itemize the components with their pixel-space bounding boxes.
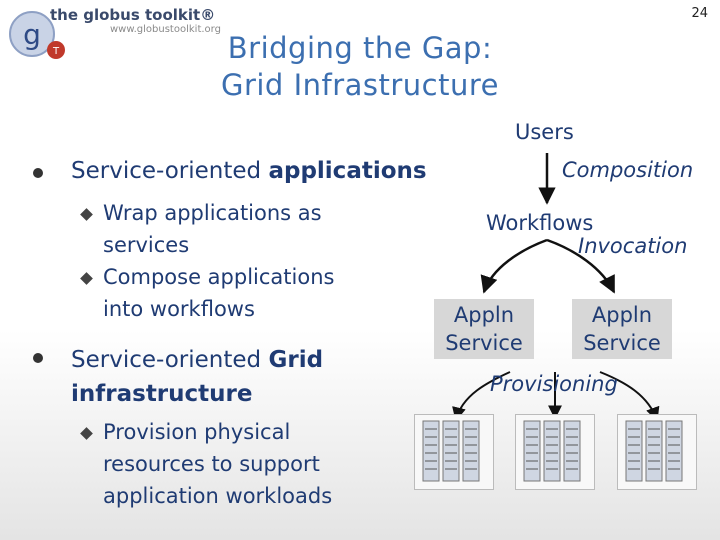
invocation-label: Invocation — [578, 234, 688, 258]
sub-bullet-2-1-line-2: resources to support — [103, 452, 320, 476]
workflows-to-left-service-arrow — [484, 240, 547, 292]
logo-url: www.globustoolkit.org — [110, 24, 221, 35]
service-right-line-2: Service — [583, 331, 661, 355]
svg-text:g: g — [23, 18, 41, 51]
server-rack-icon — [617, 414, 697, 490]
bullet-2-bold: Grid — [268, 347, 324, 373]
page-number: 24 — [691, 6, 708, 21]
service-right-line-1: Appln — [591, 303, 653, 327]
sub-bullet-2-1-line-3: application workloads — [103, 484, 333, 508]
service-left-line-2: Service — [445, 331, 523, 355]
logo-name: the globus toolkit® — [50, 6, 216, 24]
bullet-2-text: Service-oriented — [71, 347, 269, 373]
sub-bullet-1-2-line-1: Compose applications — [103, 265, 335, 289]
provisioning-label: Provisioning — [490, 372, 618, 396]
appln-service-left — [434, 299, 534, 359]
appln-service-right — [572, 299, 672, 359]
workflows-label: Workflows — [486, 211, 594, 235]
server-rack-icon — [414, 414, 494, 490]
composition-label: Composition — [562, 158, 694, 182]
sub-bullet-1-1-line-2: services — [103, 233, 190, 257]
users-label: Users — [515, 120, 574, 144]
svg-text:T: T — [52, 46, 60, 57]
bullet-2-bold-2: infrastructure — [71, 381, 253, 407]
sub-bullet-1-2-line-2: into workflows — [103, 297, 255, 321]
sub-bullet-1-1-line-1: Wrap applications as — [103, 201, 322, 225]
title-line-2: Grid Infrastructure — [220, 68, 500, 102]
sub-bullet-2-1-line-1: Provision physical — [103, 420, 291, 444]
title-line-1: Bridging the Gap: — [227, 31, 493, 65]
bullet-1-text: Service-oriented — [71, 158, 269, 184]
server-rack-icon — [515, 414, 595, 490]
service-left-line-1: Appln — [453, 303, 515, 327]
bullet-1-bold: applications — [268, 158, 427, 184]
